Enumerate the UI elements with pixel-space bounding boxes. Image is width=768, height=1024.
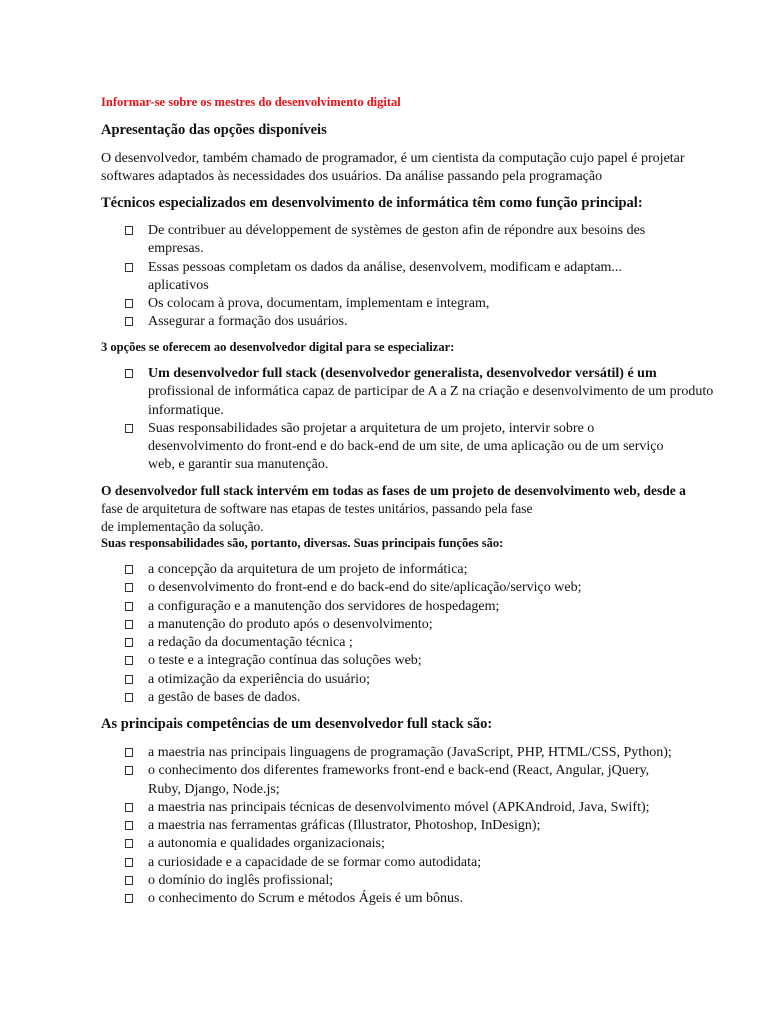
list-item-text: a otimização da experiência do usuário; bbox=[148, 671, 370, 687]
list-item-text: a gestão de bases de dados. bbox=[148, 690, 301, 706]
list-item-text: a maestria nas principais linguagens de programação (JavaScript, PHP, HTML/CSS, Python); bbox=[148, 745, 672, 760]
checkbox-bullet-icon bbox=[125, 839, 133, 848]
section3-list bbox=[125, 365, 745, 475]
list-item bbox=[125, 616, 745, 634]
list-item bbox=[125, 817, 745, 835]
section4-line: fase de arquitetura de software nas etapas de testes unitários, passando pela fase bbox=[101, 501, 533, 516]
list-item-text: a manutenção do produto após o desenvolvimento; bbox=[148, 616, 433, 632]
list-item bbox=[125, 313, 745, 331]
list-item-text: a configuração e a manutenção dos servidores de hospedagem; bbox=[148, 598, 500, 614]
list-item-text: De contribuer au développement de systèmes de geston afin de répondre aux besoins des bbox=[148, 223, 646, 238]
list-item bbox=[125, 671, 745, 689]
list-item-text: o conhecimento do Scrum e métodos Ágeis é um bônus. bbox=[148, 891, 463, 907]
list-item bbox=[125, 799, 745, 817]
checkbox-bullet-icon bbox=[125, 263, 133, 272]
list-item bbox=[125, 222, 745, 259]
checkbox-bullet-icon bbox=[125, 858, 133, 867]
list-item-text: a maestria nas principais técnicas de desenvolvimento móvel (APKAndroid, Java, Swift); bbox=[148, 799, 650, 815]
checkbox-bullet-icon bbox=[125, 766, 133, 775]
section2-heading: Técnicos especializados em desenvolvimento de informática têm como função principal: bbox=[101, 195, 643, 211]
checkbox-bullet-icon bbox=[125, 876, 133, 885]
list-item-text: Os colocam à prova, documentam, implementam e integram, bbox=[148, 296, 490, 312]
section4-bold-line: O desenvolvedor full stack intervém em todas as fases de um projeto de desenvolvimento web, desde a bbox=[101, 483, 686, 498]
list-item bbox=[125, 872, 745, 890]
list-item bbox=[125, 259, 745, 296]
list-item bbox=[125, 634, 745, 652]
section1-heading: Apresentação das opções disponíveis bbox=[101, 122, 327, 138]
list-item bbox=[125, 890, 745, 908]
list-item-text: web, e garantir sua manutenção. bbox=[148, 457, 329, 473]
checkbox-bullet-icon bbox=[125, 638, 133, 647]
section4-paragraph bbox=[101, 482, 741, 536]
list-item-text: o domínio do inglês profissional; bbox=[148, 873, 334, 889]
list-item bbox=[125, 420, 745, 475]
list-item-text: Assegurar a formação dos usuários. bbox=[148, 314, 348, 330]
list-item bbox=[125, 744, 745, 762]
checkbox-bullet-icon bbox=[125, 620, 133, 629]
checkbox-bullet-icon bbox=[125, 894, 133, 903]
list-item bbox=[125, 854, 745, 872]
list-item-text: a autonomia e qualidades organizacionais; bbox=[148, 836, 385, 852]
section4-list bbox=[125, 561, 745, 707]
section1-line: O desenvolvedor, também chamado de programador, é um cientista da computação cujo papel é projetar bbox=[101, 151, 685, 166]
list-item-text: o conhecimento dos diferentes frameworks front-end e back-end (React, Angular, jQuery, bbox=[148, 763, 650, 779]
checkbox-bullet-icon bbox=[125, 369, 133, 378]
list-item bbox=[125, 579, 745, 597]
list-item-bold-text: Um desenvolvedor full stack (desenvolvedor generalista, desenvolvedor versátil) é um bbox=[148, 366, 657, 381]
section4-line: de implementação da solução. bbox=[101, 519, 264, 534]
checkbox-bullet-icon bbox=[125, 226, 133, 235]
list-item-text: informatique. bbox=[148, 402, 224, 418]
list-item bbox=[125, 652, 745, 670]
section1-paragraph bbox=[101, 150, 741, 186]
list-item bbox=[125, 365, 745, 420]
checkbox-bullet-icon bbox=[125, 675, 133, 684]
list-item-text: empresas. bbox=[148, 241, 204, 257]
list-item bbox=[125, 295, 745, 313]
list-item-text: o teste e a integração contínua das soluções web; bbox=[148, 653, 422, 669]
checkbox-bullet-icon bbox=[125, 821, 133, 830]
list-item-text: a concepção da arquitetura de um projeto de informática; bbox=[148, 562, 468, 577]
list-item-text: aplicativos bbox=[148, 277, 209, 293]
section5-heading: As principais competências de um desenvolvedor full stack são: bbox=[101, 716, 493, 732]
checkbox-bullet-icon bbox=[125, 693, 133, 702]
section5-list bbox=[125, 744, 745, 909]
checkbox-bullet-icon bbox=[125, 748, 133, 757]
section1-line: softwares adaptados às necessidades dos usuários. Da análise passando pela programação bbox=[101, 169, 603, 184]
checkbox-bullet-icon bbox=[125, 803, 133, 812]
section2-list bbox=[125, 222, 745, 332]
checkbox-bullet-icon bbox=[125, 583, 133, 592]
list-item-text: desenvolvimento do front-end e do back-end de um site, de uma aplicação ou de um serviço bbox=[148, 439, 664, 455]
list-item bbox=[125, 598, 745, 616]
list-item bbox=[125, 762, 745, 799]
list-item-text: profissional de informática capaz de participar de A a Z na criação e desenvolvimento de um produto bbox=[148, 384, 714, 400]
list-item-text: o desenvolvimento do front-end e do back-end do site/aplicação/serviço web; bbox=[148, 580, 582, 596]
section3-heading: 3 opções se oferecem ao desenvolvedor digital para se especializar: bbox=[101, 340, 455, 354]
checkbox-bullet-icon bbox=[125, 317, 133, 326]
list-item-text: Essas pessoas completam os dados da análise, desenvolvem, modificam e adaptam... bbox=[148, 259, 622, 275]
checkbox-bullet-icon bbox=[125, 602, 133, 611]
section4-subheading: Suas responsabilidades são, portanto, diversas. Suas principais funções são: bbox=[101, 536, 504, 550]
checkbox-bullet-icon bbox=[125, 656, 133, 665]
list-item-text: a maestria nas ferramentas gráficas (Illustrator, Photoshop, InDesign); bbox=[148, 818, 541, 834]
document-title: Informar-se sobre os mestres do desenvolvimento digital bbox=[101, 95, 401, 109]
list-item-text: Ruby, Django, Node.js; bbox=[148, 781, 280, 797]
list-item-text: a curiosidade e a capacidade de se formar como autodidata; bbox=[148, 854, 482, 870]
list-item bbox=[125, 689, 745, 707]
checkbox-bullet-icon bbox=[125, 424, 133, 433]
list-item bbox=[125, 561, 745, 579]
list-item-text: a redação da documentação técnica ; bbox=[148, 635, 353, 651]
list-item bbox=[125, 835, 745, 853]
list-item-text: Suas responsabilidades são projetar a arquitetura de um projeto, intervir sobre o bbox=[148, 420, 595, 436]
checkbox-bullet-icon bbox=[125, 565, 133, 574]
checkbox-bullet-icon bbox=[125, 299, 133, 308]
